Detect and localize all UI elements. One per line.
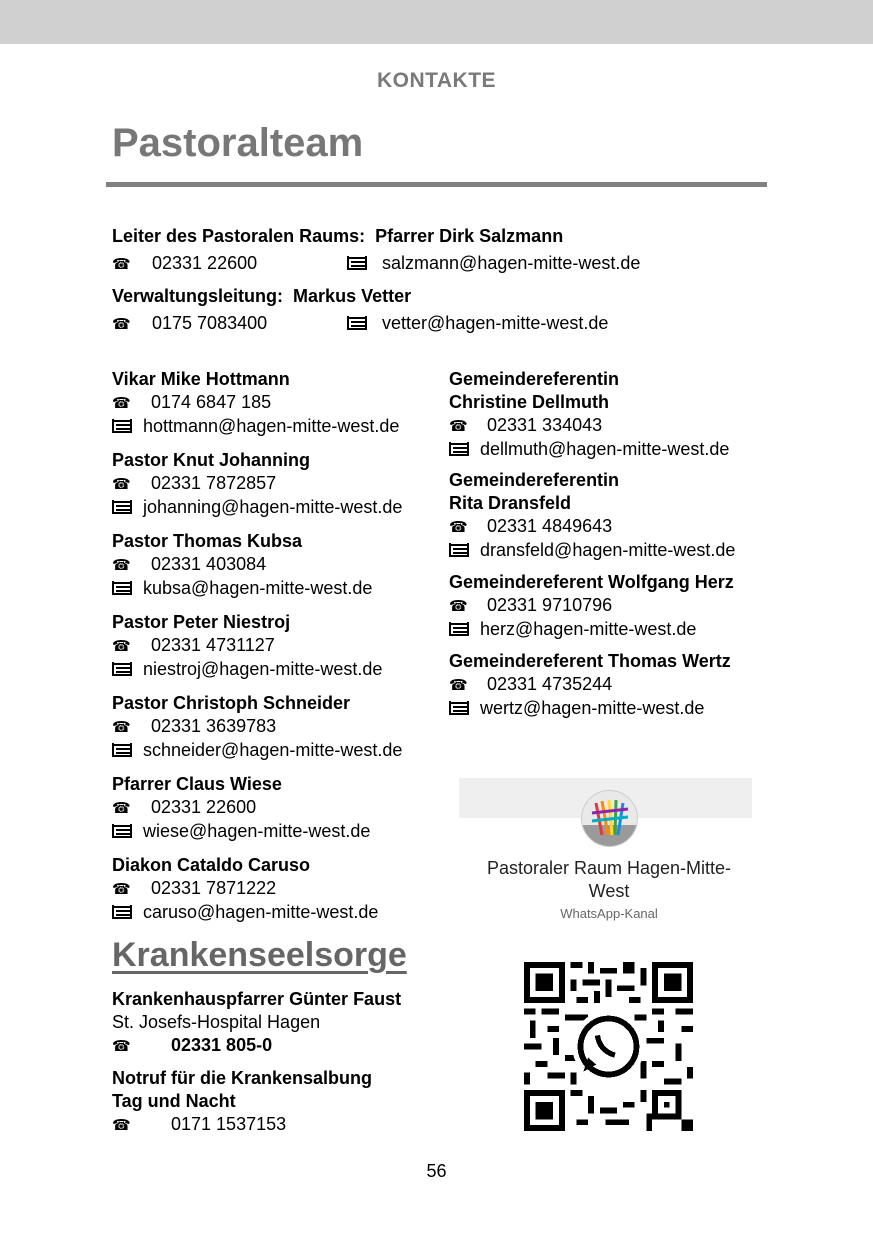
contact-name: Pastor Christoph Schneider (112, 693, 351, 713)
title-divider (106, 182, 767, 187)
contact-email[interactable]: kubsa@hagen-mitte-west.de (143, 578, 373, 598)
krankenseelsorge-heading: Krankenseelsorge (112, 936, 407, 974)
contact-phone: 02331 9710796 (487, 595, 613, 615)
contact-name: Vikar Mike Hottmann (112, 369, 290, 389)
contact-email[interactable]: caruso@hagen-mitte-west.de (143, 902, 379, 922)
contact-email[interactable]: wertz@hagen-mitte-west.de (480, 698, 705, 718)
kranken-section (112, 988, 401, 1137)
contact-card (112, 611, 402, 692)
contact-name: Pfarrer Claus Wiese (112, 774, 282, 794)
phone-icon: ☎ (112, 557, 131, 574)
phone-icon: ☎ (449, 418, 468, 435)
contact-phone: 02331 403084 (151, 554, 267, 574)
phone-icon: ☎ (112, 395, 131, 412)
contact-name: Christine Dellmuth (449, 392, 610, 412)
page-title: Pastoralteam (112, 121, 364, 165)
contact-phone: 02331 4849643 (487, 516, 613, 536)
leader-2-email-row (347, 312, 608, 335)
contact-card (112, 854, 402, 935)
contact-phone: 02331 334043 (487, 415, 603, 435)
envelope-icon (112, 419, 132, 433)
contact-name: Diakon Cataldo Caruso (112, 855, 311, 875)
contact-email[interactable]: niestroj@hagen-mitte-west.de (143, 659, 383, 679)
contact-name: Pastor Thomas Kubsa (112, 531, 303, 551)
left-contact-list (112, 368, 402, 935)
phone-icon: ☎ (112, 316, 131, 333)
top-bar (0, 0, 873, 44)
envelope-icon (347, 256, 367, 270)
contact-card (449, 571, 735, 650)
envelope-icon (449, 701, 469, 715)
leader-2-phone: 0175 7083400 (152, 313, 268, 333)
contact-card (449, 469, 735, 571)
phone-icon: ☎ (112, 638, 131, 655)
contact-card (112, 449, 402, 530)
contact-name: Gemeindereferent Wolfgang Herz (449, 572, 734, 592)
contact-phone: 02331 4731127 (151, 635, 275, 655)
phone-icon: ☎ (449, 598, 468, 615)
leader-role: Verwaltungsleitung: (112, 286, 284, 306)
contact-email[interactable]: wiese@hagen-mitte-west.de (143, 821, 371, 841)
notruf-line1: Notruf für die Krankensalbung (112, 1068, 373, 1088)
phone-icon: ☎ (112, 476, 131, 493)
envelope-icon (112, 824, 132, 838)
envelope-icon (112, 500, 132, 514)
contact-phone: 0174 6847 185 (151, 392, 272, 412)
kranken-pfarrer-name: Krankenhauspfarrer Günter Faust (112, 989, 402, 1009)
notruf-line2: Tag und Nacht (112, 1091, 236, 1111)
contact-phone: 02331 4735244 (487, 674, 613, 694)
phone-icon: ☎ (112, 881, 131, 898)
envelope-icon (112, 743, 132, 757)
contact-email[interactable]: dellmuth@hagen-mitte-west.de (480, 439, 730, 459)
envelope-icon (112, 905, 132, 919)
contact-name: Gemeindereferent Thomas Wertz (449, 651, 731, 671)
phone-icon: ☎ (449, 677, 468, 694)
whatsapp-title-line1: Pastoraler Raum Hagen-Mitte- (486, 858, 732, 878)
phone-icon: ☎ (112, 719, 131, 736)
contact-card (449, 368, 735, 469)
whatsapp-channel-title (459, 857, 759, 903)
phone-icon: ☎ (449, 519, 468, 536)
contact-phone: 02331 22600 (151, 797, 257, 817)
envelope-icon (347, 316, 367, 330)
leader-name: Markus Vetter (293, 286, 412, 306)
contact-email[interactable]: hottmann@hagen-mitte-west.de (143, 416, 400, 436)
contact-phone: 02331 7872857 (151, 473, 277, 493)
envelope-icon (449, 442, 469, 456)
kranken-hospital-phone: 02331 805-0 (171, 1035, 273, 1055)
contact-name: Pastor Peter Niestroj (112, 612, 291, 632)
phone-icon: ☎ (112, 1038, 131, 1055)
phone-icon: ☎ (112, 256, 131, 273)
contact-name: Rita Dransfeld (449, 493, 572, 513)
phone-icon: ☎ (112, 800, 131, 817)
leader-2 (112, 285, 411, 308)
envelope-icon (449, 543, 469, 557)
contact-email[interactable]: schneider@hagen-mitte-west.de (143, 740, 403, 760)
section-header: KONTAKTE (376, 69, 497, 92)
whatsapp-channel-subtitle: WhatsApp-Kanal (560, 906, 658, 921)
notruf-phone: 0171 1537153 (171, 1114, 287, 1134)
leader-role: Leiter des Pastoralen Raums: (112, 226, 366, 246)
channel-avatar[interactable] (581, 790, 638, 847)
kranken-hospital: St. Josefs-Hospital Hagen (112, 1012, 321, 1032)
leader-1-email-row (347, 252, 640, 275)
envelope-icon (112, 662, 132, 676)
contact-card (112, 530, 402, 611)
contact-card (449, 650, 735, 729)
leader-name: Pfarrer Dirk Salzmann (375, 226, 564, 246)
phone-icon: ☎ (112, 1117, 131, 1134)
leader-1-phone: 02331 22600 (152, 253, 258, 273)
envelope-icon (112, 581, 132, 595)
contact-email[interactable]: herz@hagen-mitte-west.de (480, 619, 697, 639)
contact-card (112, 773, 402, 854)
right-contact-list (449, 368, 735, 729)
page-number: 56 (426, 1161, 447, 1181)
contact-card (112, 368, 402, 449)
envelope-icon (449, 622, 469, 636)
contact-card (112, 692, 402, 773)
contact-name: Pastor Knut Johanning (112, 450, 310, 470)
contact-email[interactable]: dransfeld@hagen-mitte-west.de (480, 540, 736, 560)
channel-logo-icon (582, 791, 637, 846)
contact-role: Gemeindereferentin (449, 470, 620, 490)
leader-1-email[interactable]: salzmann@hagen-mitte-west.de (382, 253, 641, 273)
contact-role: Gemeindereferentin (449, 369, 620, 389)
leader-2-email[interactable]: vetter@hagen-mitte-west.de (382, 313, 609, 333)
qr-code[interactable] (524, 962, 693, 1131)
contact-email[interactable]: johanning@hagen-mitte-west.de (143, 497, 403, 517)
whatsapp-title-line2: West (588, 881, 630, 901)
contact-phone: 02331 7871222 (151, 878, 277, 898)
contact-phone: 02331 3639783 (151, 716, 277, 736)
